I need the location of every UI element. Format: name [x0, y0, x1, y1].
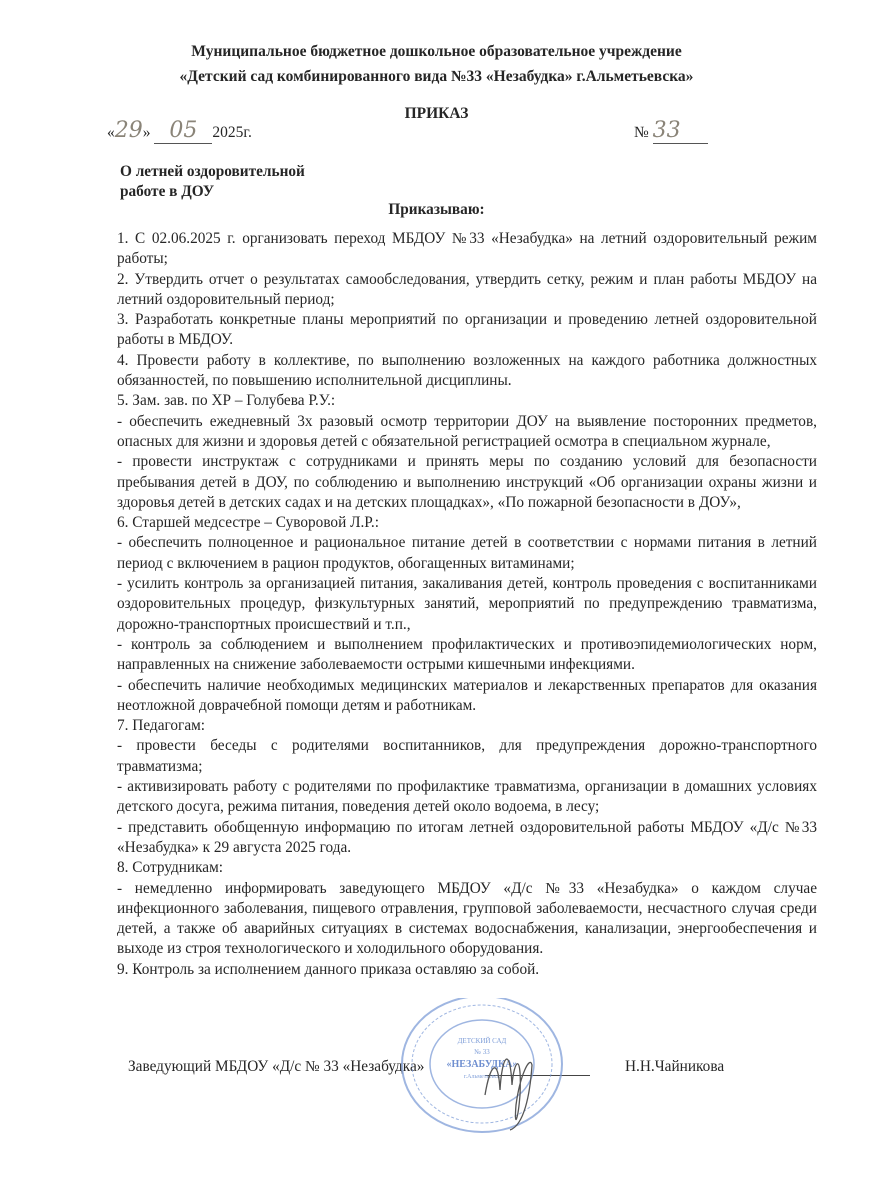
- order-paragraph: - обеспечить ежедневный 3х разовый осмотр территории ДОУ на выявление посторонних предметов, опасных для жизни и здоровья детей с обязательной регистрацией осмотра в специальном журнале,: [117, 412, 817, 450]
- order-paragraph: - провести беседы с родителями воспитанников, для предупреждения дорожно-транспортного травматизма;: [117, 737, 817, 775]
- subject-line2: работе в ДОУ: [120, 183, 215, 200]
- order-paragraph: - провести инструктаж с сотрудниками и принять меры по созданию условий для безопасности пребывания детей в ДОУ, по соблюдению и выполнению инструкций «Об организации охраны жизни и здоровья детей в детских садах и на детских площадках», «По пожарной безопасности в ДОУ»,: [117, 453, 817, 511]
- order-paragraph: 5. Зам. зав. по ХР – Голубева Р.У.:: [117, 392, 336, 410]
- order-paragraph: - усилить контроль за организацией питания, закаливания детей, контроль проведения с воспитанниками оздоровительных процедур, физкультурных занятий, мероприятий по предупреждению травматизма, дорожно-транспортных происшествий и т.п.,: [117, 575, 817, 633]
- order-date: [107, 118, 252, 144]
- order-paragraph: 2. Утвердить отчет о результатах самообследования, утвердить сетку, режим и план работы МБДОУ на летний оздоровительный период;: [117, 270, 817, 308]
- order-number: [634, 118, 708, 144]
- order-paragraph: - немедленно информировать заведующего МБДОУ «Д/с №33 «Незабудка» о каждом случае инфекционного заболевания, пищевого отравления, групповой заболеваемости, несчастного случая среди детей, а также об аварийных ситуациях в системах водоснабжения, канализации, энергообеспечения и выходе из строя технологического и холодильного оборудования.: [117, 879, 817, 958]
- order-paragraph: 8. Сотрудникам:: [117, 859, 224, 877]
- order-paragraph: - активизировать работу с родителями по профилактике травматизма, организации в домашних условиях детского досуга, режима питания, поведения детей около водоема, в лесу;: [117, 778, 817, 816]
- order-paragraph: - контроль за соблюдением и выполнением профилактических и противоэпидемиологических норм, направленных на снижение заболеваемости острыми кишечными инфекциями.: [117, 635, 817, 674]
- date-quote-open: «: [107, 124, 115, 141]
- order-paragraph: 6. Старшей медсестре – Суворовой Л.Р.:: [117, 514, 379, 532]
- subject-line1: О летней оздоровительной: [120, 163, 305, 180]
- institution-name-line1: Муниципальное бюджетное дошкольное образовательное учреждение: [191, 43, 682, 60]
- order-body: [117, 229, 817, 980]
- svg-text:ДЕТСКИЙ САД: ДЕТСКИЙ САД: [457, 1037, 507, 1045]
- order-subject: [120, 162, 305, 202]
- order-paragraph: 9. Контроль за исполнением данного приказа оставляю за собой.: [117, 960, 540, 978]
- order-paragraph: 1. С 02.06.2025 г. организовать переход МБДОУ №33 «Незабудка» на летний оздоровительный режим работы;: [117, 230, 817, 268]
- number-value: 33: [653, 118, 708, 144]
- svg-text:г.Альметьевск: г.Альметьевск: [463, 1074, 501, 1080]
- document-title: ПРИКАЗ: [404, 105, 469, 122]
- signature-handwritten: [480, 1035, 540, 1135]
- order-paragraph: - представить обобщенную информацию по итогам летней оздоровительной работы МБДОУ «Д/с №33 «Незабудка» к 29 августа 2025 года.: [117, 818, 817, 856]
- institution-name-line2: «Детский сад комбинированного вида №33 «Незабудка» г.Альметьевска»: [179, 68, 694, 85]
- number-label: №: [634, 124, 649, 141]
- date-year: 2025г.: [212, 124, 252, 141]
- order-paragraph: - обеспечить полноценное и рациональное питание детей в соответствии с нормами питания в летний период с включением в рацион продуктов, обогащенных витаминами;: [117, 534, 817, 572]
- date-quote-close: »: [142, 124, 151, 141]
- order-paragraph: 7. Педагогам:: [117, 717, 206, 735]
- svg-text:№ 33: № 33: [474, 1048, 490, 1056]
- signature-position: Заведующий МБДОУ «Д/с № 33 «Незабудка»: [128, 1058, 425, 1075]
- signatory-name: Н.Н.Чайникова: [625, 1058, 725, 1075]
- date-day: 29: [114, 118, 143, 143]
- order-paragraph: - обеспечить наличие необходимых медицинских материалов и лекарственных препаратов для оказания неотложной доврачебной помощи детям и работникам.: [117, 676, 817, 714]
- order-word: Приказываю:: [388, 201, 485, 218]
- order-paragraph: 3. Разработать конкретные планы мероприятий по организации и проведению летней оздоровительной работы в МБДОУ.: [117, 311, 817, 349]
- date-month: 05: [154, 118, 212, 144]
- order-paragraph: 4. Провести работу в коллективе, по выполнению возложенных на каждого работника должностных обязанностей, по повышению исполнительной дисциплины.: [117, 351, 817, 390]
- svg-text:«НЕЗАБУДКА»: «НЕЗАБУДКА»: [446, 1059, 518, 1070]
